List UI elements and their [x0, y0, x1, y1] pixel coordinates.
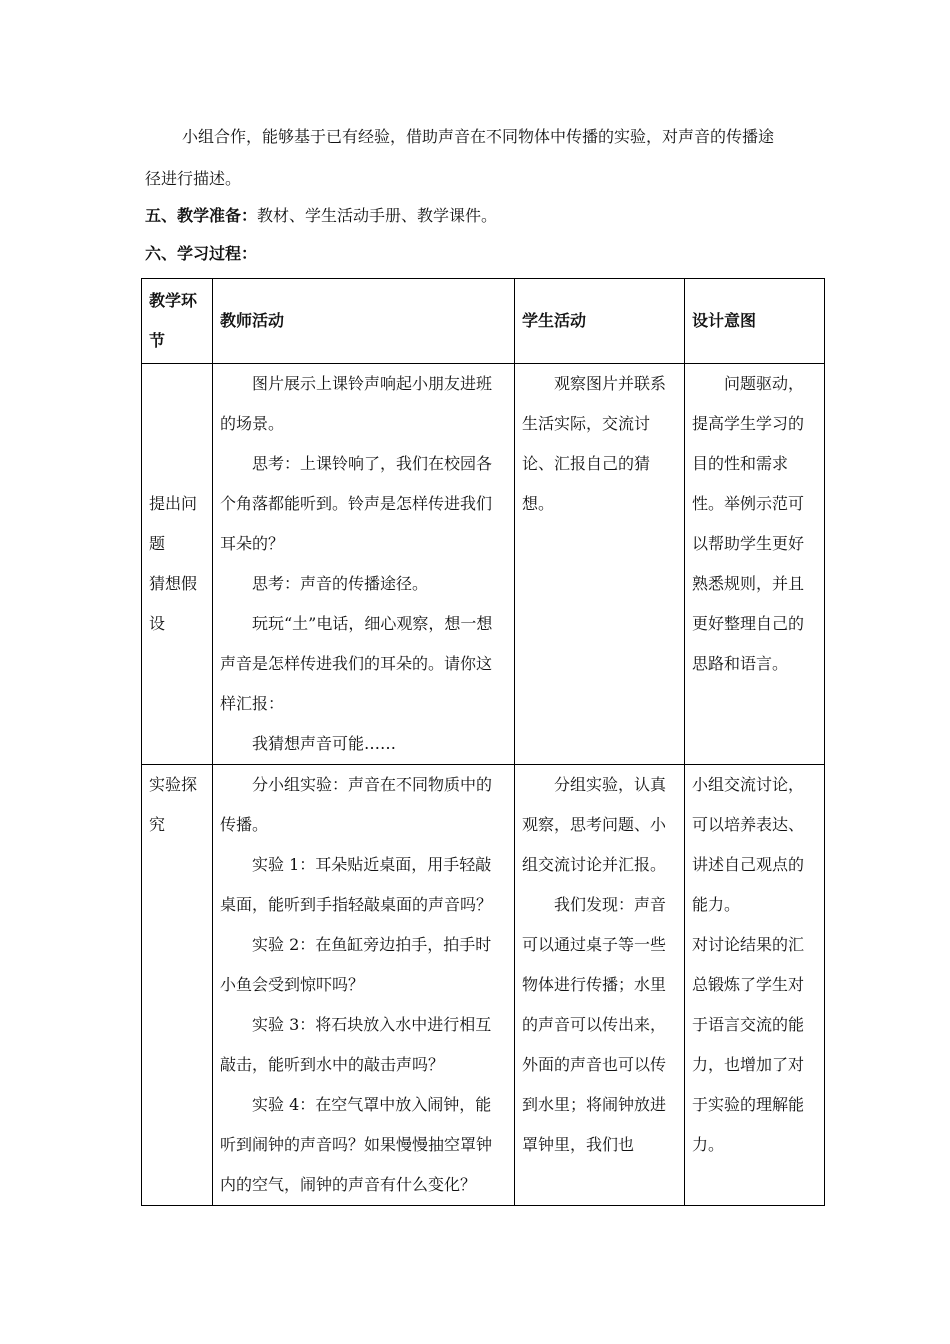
table-header-row	[142, 279, 825, 364]
student-cell	[515, 364, 685, 765]
design-paragraph: 问题驱动，提高学生学习的目的性和需求性。举例示范可以帮助学生更好熟悉规则，并且更好整理自己的思路和语言。	[692, 374, 805, 673]
section-5-heading: 五、教学准备：	[145, 206, 258, 225]
student-paragraph: 观察图片并联系生活实际，交流讨论、汇报自己的猜想。	[522, 374, 667, 513]
teacher-paragraph: 实验 1：耳朵贴近桌面，用手轻敲桌面，能听到手指轻敲桌面的声音吗？	[220, 855, 493, 914]
table-row	[142, 765, 825, 1206]
section-5-text: 教材、学生活动手册、教学课件。	[257, 206, 498, 225]
header-teacher: 教师活动	[213, 279, 515, 364]
student-paragraph: 我们发现：声音可以通过桌子等一些物体进行传播；水里的声音可以传出来，外面的声音也可以传到水里；将闹钟放进罩钟里，我们也	[522, 895, 667, 1154]
stage-label: 实验探究	[149, 775, 198, 834]
design-cell	[685, 765, 825, 1206]
intro-line-2: 径进行描述。	[145, 169, 242, 188]
teacher-paragraph: 思考：声音的传播途径。	[252, 574, 429, 593]
teacher-cell	[213, 765, 515, 1206]
student-cell	[515, 765, 685, 1206]
intro-line-1: 小组合作，能够基于已有经验，借助声音在不同物体中传播的实验，对声音的传播途	[182, 127, 775, 146]
teacher-paragraph: 我猜想声音可能……	[252, 734, 397, 753]
teacher-cell	[213, 364, 515, 765]
design-paragraph: 小组交流讨论，可以培养表达、讲述自己观点的能力。	[692, 775, 805, 914]
teacher-paragraph: 实验 4：在空气罩中放入闹钟，能听到闹钟的声音吗？如果慢慢抽空罩钟内的空气，闹钟的声音有什么变化？	[220, 1095, 493, 1194]
teacher-paragraph: 图片展示上课铃声响起小朋友进班的场景。	[220, 374, 493, 433]
stage-label: 猜想假设	[149, 574, 198, 633]
stage-cell	[142, 364, 213, 765]
stage-label: 提出问题	[149, 494, 198, 553]
header-stage: 教学环节	[142, 279, 213, 364]
stage-cell	[142, 765, 213, 1206]
design-cell	[685, 364, 825, 765]
student-paragraph: 分组实验，认真观察，思考问题、小组交流讨论并汇报。	[522, 775, 667, 874]
teacher-paragraph: 分小组实验：声音在不同物质中的传播。	[220, 775, 493, 834]
design-paragraph: 对讨论结果的汇总锻炼了学生对于语言交流的能力，也增加了对于实验的理解能力。	[692, 935, 805, 1154]
section-5	[145, 208, 497, 224]
teacher-paragraph: 实验 2：在鱼缸旁边拍手，拍手时小鱼会受到惊吓吗？	[220, 935, 492, 994]
header-design: 设计意图	[685, 279, 825, 364]
teacher-paragraph: 思考：上课铃响了，我们在校园各个角落都能听到。铃声是怎样传进我们耳朵的？	[220, 454, 493, 553]
header-student: 学生活动	[515, 279, 685, 364]
teacher-paragraph: 玩玩“土”电话，细心观察，想一想声音是怎样传进我们的耳朵的。请你这样汇报：	[220, 614, 493, 713]
teacher-paragraph: 实验 3：将石块放入水中进行相互敲击，能听到水中的敲击声吗？	[220, 1015, 492, 1074]
table-row	[142, 364, 825, 765]
lesson-table	[141, 278, 825, 1206]
section-6-heading: 六、学习过程：	[145, 244, 258, 263]
